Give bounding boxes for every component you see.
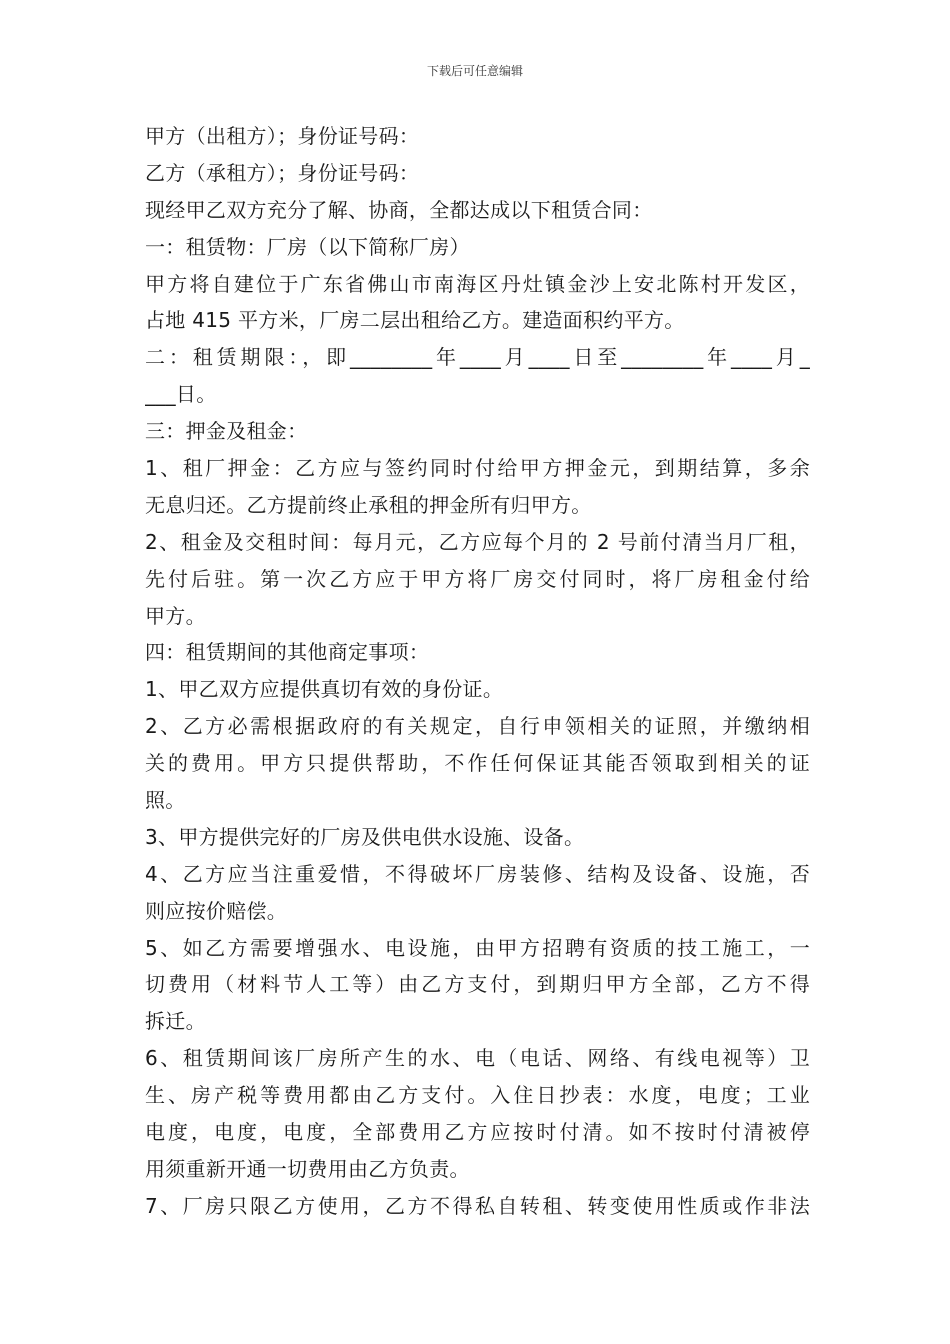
document-line: 切费用（材料节人工等）由乙方支付，到期归甲方全部，乙方不得: [145, 972, 810, 997]
document-line: 用须重新开通一切费用由乙方负责。: [145, 1156, 470, 1181]
document-line: 7、厂房只限乙方使用，乙方不得私自转租、转变使用性质或作非法: [145, 1193, 810, 1218]
document-line: 3、甲方提供完好的厂房及供电供水设施、设备。: [145, 824, 585, 849]
document-line: 1、甲乙双方应提供真切有效的身份证。: [145, 677, 504, 702]
document-line: 乙方（承租方）；身份证号码：: [145, 160, 420, 185]
document-line: 6、租赁期间该厂房所产生的水、电（电话、网络、有线电视等）卫: [145, 1046, 810, 1071]
document-line: 甲方将自建位于广东省佛山市南海区丹灶镇金沙上安北陈村开发区，: [145, 271, 810, 296]
document-line: ___日。: [145, 382, 217, 407]
document-body: [145, 118, 810, 1225]
document-line: 四：租赁期间的其他商定事项：: [145, 640, 430, 665]
document-line: 一：租赁物：厂房（以下简称厂房）: [145, 234, 470, 259]
document-line: 现经甲乙双方充分了解、协商，全都达成以下租赁合同：: [145, 197, 653, 222]
document-line: 先付后驻。第一次乙方应于甲方将厂房交付同时，将厂房租金付给: [145, 566, 810, 591]
document-line: 4、乙方应当注重爱惜，不得破坏厂房装修、结构及设备、设施，否: [145, 861, 810, 886]
document-line: 则应按价赔偿。: [145, 898, 288, 923]
document-line: 甲方（出租方）；身份证号码：: [145, 124, 420, 148]
document-line: 2、租金及交租时间：每月元，乙方应每个月的 2 号前付清当月厂租，: [145, 529, 810, 554]
document-line: 1、租厂押金：乙方应与签约同时付给甲方押金元，到期结算，多余: [145, 456, 810, 481]
document-line: 甲方。: [145, 603, 206, 628]
document-line: 5、如乙方需要增强水、电设施，由甲方招聘有资质的技工施工，一: [145, 935, 810, 960]
document-line: 二：租赁期限：，即________年____月____日至________年____月_: [145, 345, 810, 370]
document-line: 无息归还。乙方提前终止承租的押金所有归甲方。: [145, 492, 592, 517]
document-line: 生、房产税等费用都由乙方支付。入住日抄表：水度，电度；工业: [145, 1083, 810, 1108]
document-line: 电度，电度，电度，全部费用乙方应按时付清。如不按时付清被停: [145, 1120, 810, 1145]
document-line: 占地 415 平方米，厂房二层出租给乙方。建造面积约平方。: [145, 308, 685, 333]
document-line: 三：押金及租金：: [145, 419, 308, 444]
document-line: 拆迁。: [145, 1009, 206, 1034]
page-header: 下载后可任意编辑: [426, 64, 523, 78]
document-line: 照。: [145, 788, 186, 813]
document-line: 2、乙方必需根据政府的有关规定，自行申领相关的证照，并缴纳相: [145, 714, 810, 739]
document-line: 关的费用。甲方只提供帮助，不作任何保证其能否领取到相关的证: [145, 751, 810, 776]
